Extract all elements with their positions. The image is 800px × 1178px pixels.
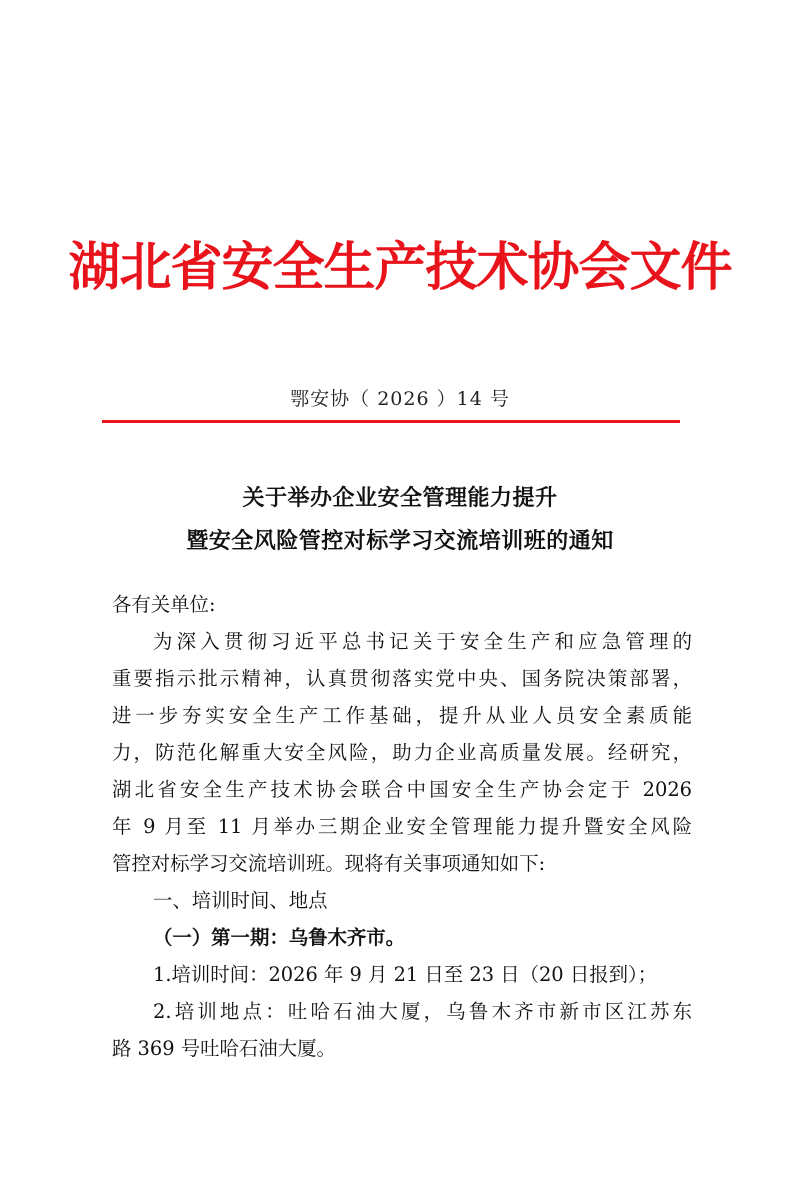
notice-title-line-1: 关于举办企业安全管理能力提升 xyxy=(242,485,558,511)
red-divider-line xyxy=(102,420,680,423)
document-number: 鄂安协（ 2026 ）14 号 xyxy=(290,388,510,410)
paragraph-line: 重要指示批示精神，认真贯彻落实党中央、国务院决策部署， xyxy=(112,667,692,690)
paragraph-line: 进一步夯实安全生产工作基础，提升从业人员安全素质能 xyxy=(112,704,692,727)
document-body xyxy=(112,586,692,1067)
list-item-continuation: 路 369 号吐哈石油大厦。 xyxy=(112,1037,336,1060)
section-heading: 一、培训时间、地点 xyxy=(153,889,328,912)
notice-title-line-2: 暨安全风险管控对标学习交流培训班的通知 xyxy=(186,528,614,554)
paragraph-line: 力，防范化解重大安全风险，助力企业高质量发展。经研究， xyxy=(112,741,692,764)
list-item: 2.培训地点：吐哈石油大厦，乌鲁木齐市新市区江苏东 xyxy=(153,1000,692,1023)
paragraph-line: 为深入贯彻习近平总书记关于安全生产和应急管理的 xyxy=(153,630,692,653)
paragraph-line: 管控对标学习交流培训班。现将有关事项通知如下: xyxy=(112,852,546,875)
subsection-heading: （一）第一期：乌鲁木齐市。 xyxy=(153,926,406,949)
paragraph-line: 年 9 月至 11 月举办三期企业安全管理能力提升暨安全风险 xyxy=(112,815,692,838)
list-item: 1.培训时间：2026 年 9 月 21 日至 23 日（20 日报到）； xyxy=(153,963,658,986)
document-header-title: 湖北省安全生产技术协会文件 xyxy=(68,237,732,298)
paragraph-line: 湖北省安全生产技术协会联合中国安全生产协会定于 2026 xyxy=(112,778,692,801)
salutation: 各有关单位: xyxy=(112,593,216,616)
